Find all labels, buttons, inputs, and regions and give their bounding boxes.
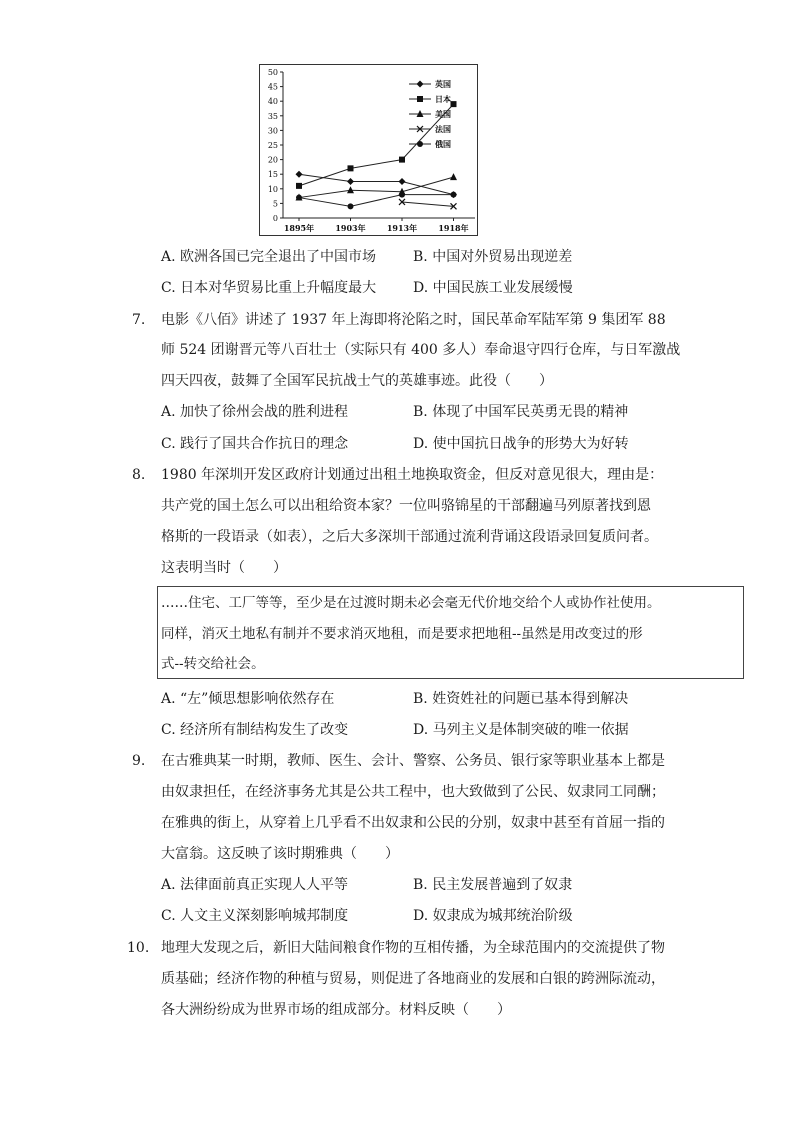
data-point: [399, 157, 405, 163]
chart-legend: [409, 79, 451, 149]
data-point: [296, 171, 303, 178]
q8-quote-line-3: 式--转交给社会。: [161, 656, 265, 672]
q9-option-b: B. 民主发展普遍到了奴隶: [413, 877, 573, 893]
q8-option-b: B. 姓资姓社的问题已基本得到解决: [413, 691, 629, 707]
q7-stem-line-1: 电影《八佰》讲述了 1937 年上海即将沦陷之时，国民革命军陆军第 9 集团军 88: [161, 312, 666, 328]
legend-marker: [417, 96, 423, 102]
series-line: [402, 202, 454, 206]
y-tick-label: 50: [267, 68, 278, 77]
x-tick-label: 1913年: [386, 223, 418, 233]
x-tick-label: 1903年: [335, 223, 366, 233]
x-tick-label: 1895年: [283, 223, 315, 233]
legend-label: 日本: [435, 94, 451, 104]
data-point: [399, 192, 405, 198]
data-point: [399, 178, 406, 185]
y-tick-label: 25: [267, 141, 278, 150]
data-point: [348, 203, 354, 209]
legend-label: 英国: [435, 79, 451, 89]
q8-quote-line-1: ……住宅、工厂等等，至少是在过渡时期未必会毫无代价地交给个人或协作社使用。: [161, 595, 661, 611]
q9-stem-line-1: 在古雅典某一时期，教师、医生、会计、警察、公务员、银行家等职业基本上都是: [161, 753, 665, 769]
q6-option-b: B. 中国对外贸易出现逆差: [413, 249, 573, 265]
q9-stem-line-3: 在雅典的街上，从穿着上几乎看不出奴隶和公民的分别，奴隶中甚至有首屈一指的: [161, 815, 665, 831]
y-tick-label: 30: [267, 126, 278, 136]
q10-stem-line-2: 质基础；经济作物的种植与贸易，则促进了各地商业的发展和白银的跨洲际流动，: [161, 971, 665, 987]
chart-series: [296, 101, 458, 209]
q10-stem-line-3: 各大洲纷纷成为世界市场的组成部分。材料反映（ ）: [161, 1002, 511, 1018]
y-tick-label: 15: [267, 170, 278, 180]
data-point: [451, 192, 457, 198]
q9-option-a: A. 法律面前真正实现人人平等: [161, 877, 349, 893]
data-point: [347, 178, 354, 185]
y-tick-label: 20: [267, 155, 278, 165]
legend-label: 法国: [435, 124, 451, 134]
q8-stem-line-2: 共产党的国土怎么可以出租给资本家？一位叫骆锦星的干部翻遍马列原著找到恩: [161, 498, 651, 514]
series-line: [299, 104, 454, 186]
data-point: [296, 183, 302, 189]
data-point: [347, 186, 354, 193]
data-point: [450, 173, 457, 180]
y-tick-label: 40: [267, 97, 278, 107]
legend-label: 美国: [435, 109, 451, 119]
x-tick-label: 1918年: [438, 223, 469, 233]
data-point: [296, 195, 302, 201]
q7-option-d: D. 使中国抗日战争的形势大为好转: [413, 436, 629, 452]
q9-number: 9.: [132, 753, 146, 769]
legend-marker: [417, 81, 424, 88]
q10-stem-line-1: 地理大发现之后，新旧大陆间粮食作物的互相传播，为全球范围内的交流提供了物: [161, 940, 665, 956]
series-line: [299, 174, 454, 194]
q9-stem-line-4: 大富翁。这反映了该时期雅典（ ）: [161, 846, 399, 862]
q9-option-d: D. 奴隶成为城邦统治阶级: [413, 908, 573, 924]
q8-option-c: C. 经济所有制结构发生了改变: [161, 722, 349, 738]
q7-stem-line-3: 四天四夜，鼓舞了全国军民抗战士气的英雄事迹。此役（ ）: [161, 373, 553, 389]
y-tick-label: 0: [272, 214, 278, 223]
legend-marker: [417, 141, 423, 147]
y-tick-label: 10: [267, 184, 278, 194]
q6-option-d: D. 中国民族工业发展缓慢: [413, 280, 573, 296]
q7-number: 7.: [132, 312, 146, 328]
data-point: [451, 101, 457, 107]
data-point: [348, 165, 354, 171]
q9-stem-line-2: 由奴隶担任，在经济事务尤其是公共工程中，也大致做到了公民、奴隶同工同酬；: [161, 784, 665, 800]
x-tick-labels: [284, 218, 469, 233]
q8-stem-line-4: 这表明当时（ ）: [161, 560, 287, 576]
q9-option-c: C. 人文主义深刻影响城邦制度: [161, 908, 349, 924]
trade-line-chart: [259, 64, 478, 236]
q7-option-b: B. 体现了中国军民英勇无畏的精神: [413, 404, 629, 420]
q6-option-c: C. 日本对华贸易比重上升幅度最大: [161, 280, 377, 296]
q8-option-d: D. 马列主义是体制突破的唯一依据: [413, 722, 629, 738]
q8-stem-line-1: 1980 年深圳开发区政府计划通过出租土地换取资金，但反对意见很大，理由是：: [161, 467, 664, 483]
q8-option-a: A. “左”倾思想影响依然存在: [161, 691, 335, 707]
q7-option-a: A. 加快了徐州会战的胜利进程: [161, 404, 349, 420]
y-tick-label: 35: [267, 111, 278, 121]
y-tick-label: 5: [272, 199, 278, 209]
y-tick-label: 45: [267, 82, 278, 92]
q10-number: 10.: [127, 940, 150, 956]
legend-label: 俄国: [435, 139, 451, 149]
q8-stem-line-3: 格斯的一段语录（如表），之后大多深圳干部通过流利背诵这段语录回复质问者。: [161, 529, 658, 545]
q8-quote-line-2: 同样，消灭土地私有制并不要求消灭地租，而是要求把地租--虽然是用改变过的形: [161, 626, 643, 642]
q7-option-c: C. 践行了国共合作抗日的理念: [161, 436, 349, 452]
q8-number: 8.: [132, 467, 146, 483]
y-tick-labels: [268, 68, 283, 223]
q6-option-a: A. 欧洲各国已完全退出了中国市场: [161, 249, 377, 265]
q7-stem-line-2: 师 524 团谢晋元等八百壮士（实际只有 400 多人）奉命退守四行仓库，与日军激战: [161, 342, 681, 358]
